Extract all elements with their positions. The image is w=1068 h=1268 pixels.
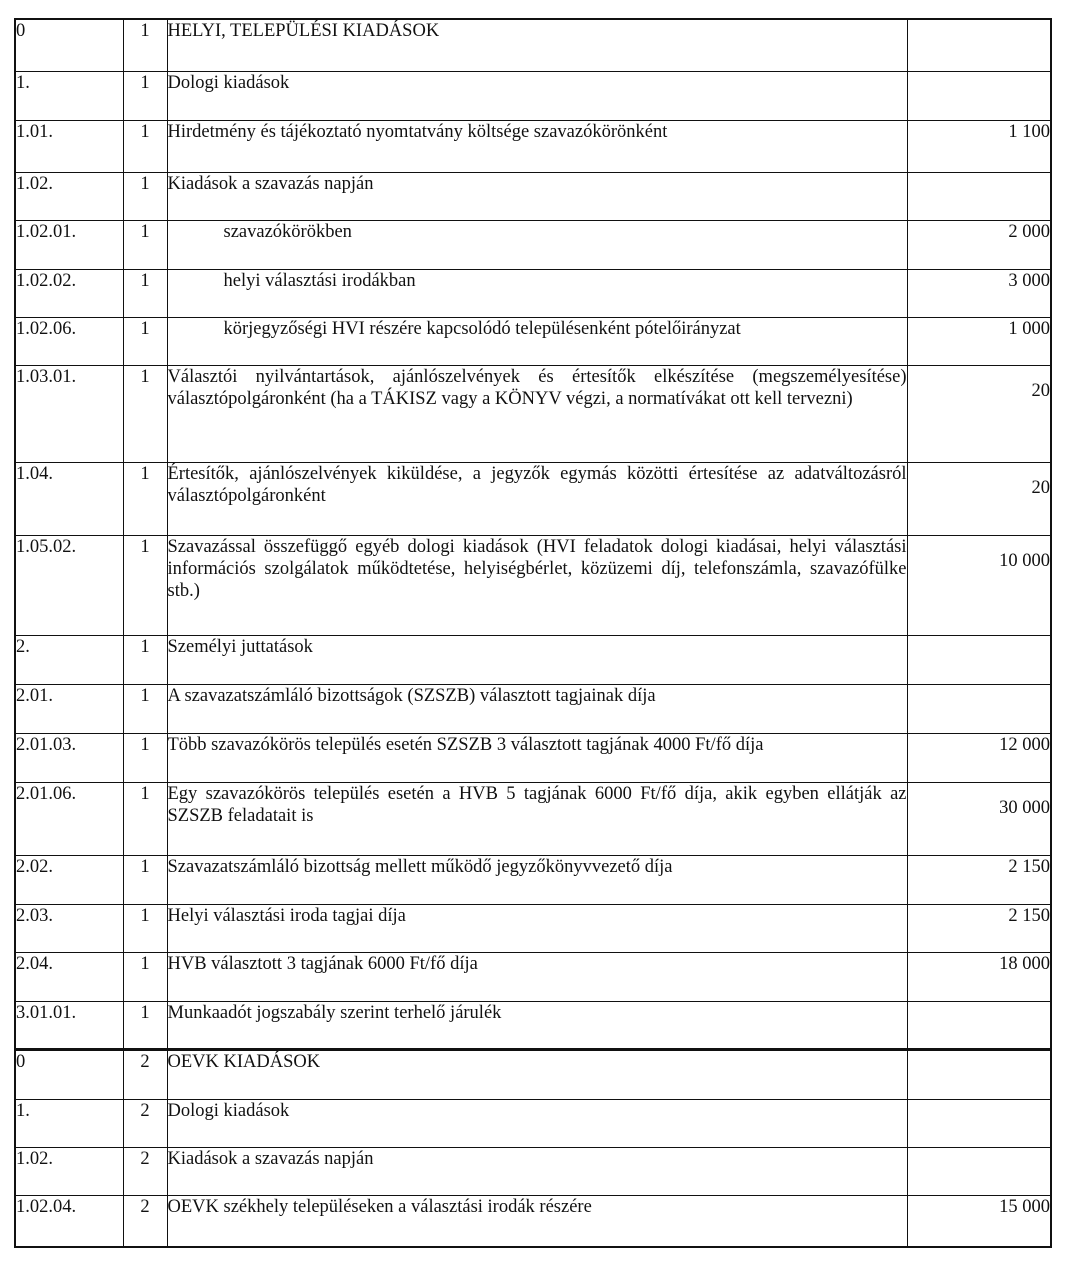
table-row <box>15 782 1051 855</box>
row-description: HELYI, TELEPÜLÉSI KIADÁSOK <box>167 19 907 71</box>
table-row <box>15 220 1051 269</box>
row-code: 0 <box>15 19 123 71</box>
row-section: 1 <box>123 635 167 684</box>
row-description: Munkaadót jogszabály szerint terhelő járulék <box>167 1001 907 1049</box>
row-value: 15 000 <box>907 1195 1051 1247</box>
row-code: 1. <box>15 71 123 120</box>
row-description: Egy szavazókörös település esetén a HVB 5 tagjának 6000 Ft/fő díja, akik egyben ellátják az SZSZB feladatait is <box>167 782 907 855</box>
row-section: 1 <box>123 462 167 535</box>
row-value: 1 100 <box>907 120 1051 172</box>
row-code: 1.02.02. <box>15 269 123 317</box>
table-row <box>15 19 1051 71</box>
row-section: 2 <box>123 1049 167 1099</box>
row-value: 18 000 <box>907 952 1051 1001</box>
row-description: Hirdetmény és tájékoztató nyomtatvány költsége szavazókörönként <box>167 120 907 172</box>
row-value: 20 <box>907 462 1051 535</box>
table-row <box>15 71 1051 120</box>
row-description: helyi választási irodákban <box>167 269 907 317</box>
row-code: 2.01.03. <box>15 733 123 782</box>
row-description: Több szavazókörös település esetén SZSZB 3 választott tagjának 4000 Ft/fő díja <box>167 733 907 782</box>
table-row <box>15 1049 1051 1099</box>
table-row <box>15 317 1051 365</box>
row-description: OEVK KIADÁSOK <box>167 1049 907 1099</box>
row-value <box>907 19 1051 71</box>
row-section: 1 <box>123 120 167 172</box>
row-description: Értesítők, ajánlószelvények kiküldése, a jegyzők egymás közötti értesítése az adatváltozásról választópolgáronként <box>167 462 907 535</box>
row-description: Választói nyilvántartások, ajánlószelvények és értesítők elkészítése (megszemélyesítése) választópolgáronként (ha a TÁKISZ vagy a KÖNYV végzi, a normatívákat ott kell tervezni) <box>167 365 907 462</box>
row-code: 2.01.06. <box>15 782 123 855</box>
row-code: 1.04. <box>15 462 123 535</box>
row-code: 3.01.01. <box>15 1001 123 1049</box>
row-section: 1 <box>123 365 167 462</box>
table-row <box>15 733 1051 782</box>
row-code: 1.03.01. <box>15 365 123 462</box>
row-section: 2 <box>123 1195 167 1247</box>
row-value <box>907 1049 1051 1099</box>
row-code: 1. <box>15 1099 123 1147</box>
row-value <box>907 1001 1051 1049</box>
row-value <box>907 172 1051 220</box>
row-section: 1 <box>123 782 167 855</box>
budget-table-body <box>15 19 1051 1247</box>
row-value: 30 000 <box>907 782 1051 855</box>
row-section: 1 <box>123 535 167 635</box>
table-row <box>15 684 1051 733</box>
row-code: 2.02. <box>15 855 123 904</box>
row-code: 1.02.04. <box>15 1195 123 1247</box>
row-code: 2.04. <box>15 952 123 1001</box>
row-description: szavazókörökben <box>167 220 907 269</box>
row-value <box>907 1147 1051 1195</box>
row-code: 1.02.01. <box>15 220 123 269</box>
row-section: 1 <box>123 904 167 952</box>
row-description: OEVK székhely településeken a választási irodák részére <box>167 1195 907 1247</box>
row-value: 3 000 <box>907 269 1051 317</box>
row-description: Kiadások a szavazás napján <box>167 172 907 220</box>
row-value: 20 <box>907 365 1051 462</box>
row-value: 2 150 <box>907 855 1051 904</box>
row-description: Szavazással összefüggő egyéb dologi kiadások (HVI feladatok dologi kiadásai, helyi választási információs szolgálatok működtetése, helyiségbérlet, közüzemi díj, telefonszámla, szavazófülke stb.) <box>167 535 907 635</box>
row-value: 2 150 <box>907 904 1051 952</box>
table-row <box>15 952 1051 1001</box>
row-description: Szavazatszámláló bizottság mellett működő jegyzőkönyvvezető díja <box>167 855 907 904</box>
row-section: 1 <box>123 952 167 1001</box>
row-value: 12 000 <box>907 733 1051 782</box>
row-code: 2. <box>15 635 123 684</box>
budget-table <box>14 18 1052 1248</box>
row-section: 1 <box>123 1001 167 1049</box>
row-description: Helyi választási iroda tagjai díja <box>167 904 907 952</box>
row-value <box>907 684 1051 733</box>
row-code: 1.02. <box>15 172 123 220</box>
row-code: 1.05.02. <box>15 535 123 635</box>
row-section: 1 <box>123 733 167 782</box>
row-section: 1 <box>123 220 167 269</box>
table-row <box>15 120 1051 172</box>
table-row <box>15 1147 1051 1195</box>
row-value: 10 000 <box>907 535 1051 635</box>
row-description: HVB választott 3 tagjának 6000 Ft/fő díja <box>167 952 907 1001</box>
row-code: 1.02. <box>15 1147 123 1195</box>
row-description: körjegyzőségi HVI részére kapcsolódó településenként pótelőirányzat <box>167 317 907 365</box>
row-value <box>907 1099 1051 1147</box>
row-section: 1 <box>123 317 167 365</box>
row-value <box>907 635 1051 684</box>
row-value <box>907 71 1051 120</box>
row-description: Dologi kiadások <box>167 1099 907 1147</box>
table-row <box>15 904 1051 952</box>
row-section: 1 <box>123 172 167 220</box>
row-section: 1 <box>123 71 167 120</box>
table-row <box>15 635 1051 684</box>
row-section: 1 <box>123 269 167 317</box>
row-code: 2.01. <box>15 684 123 733</box>
row-description: Dologi kiadások <box>167 71 907 120</box>
row-code: 1.02.06. <box>15 317 123 365</box>
table-row <box>15 462 1051 535</box>
row-value: 1 000 <box>907 317 1051 365</box>
table-row <box>15 855 1051 904</box>
row-value: 2 000 <box>907 220 1051 269</box>
row-description: Kiadások a szavazás napján <box>167 1147 907 1195</box>
table-row <box>15 535 1051 635</box>
row-code: 0 <box>15 1049 123 1099</box>
table-row <box>15 1195 1051 1247</box>
row-section: 1 <box>123 855 167 904</box>
table-row <box>15 1001 1051 1049</box>
table-row <box>15 365 1051 462</box>
row-section: 2 <box>123 1099 167 1147</box>
table-row <box>15 172 1051 220</box>
row-description: A szavazatszámláló bizottságok (SZSZB) választott tagjainak díja <box>167 684 907 733</box>
row-code: 1.01. <box>15 120 123 172</box>
row-description: Személyi juttatások <box>167 635 907 684</box>
row-code: 2.03. <box>15 904 123 952</box>
table-row <box>15 1099 1051 1147</box>
row-section: 1 <box>123 684 167 733</box>
table-row <box>15 269 1051 317</box>
row-section: 1 <box>123 19 167 71</box>
row-section: 2 <box>123 1147 167 1195</box>
